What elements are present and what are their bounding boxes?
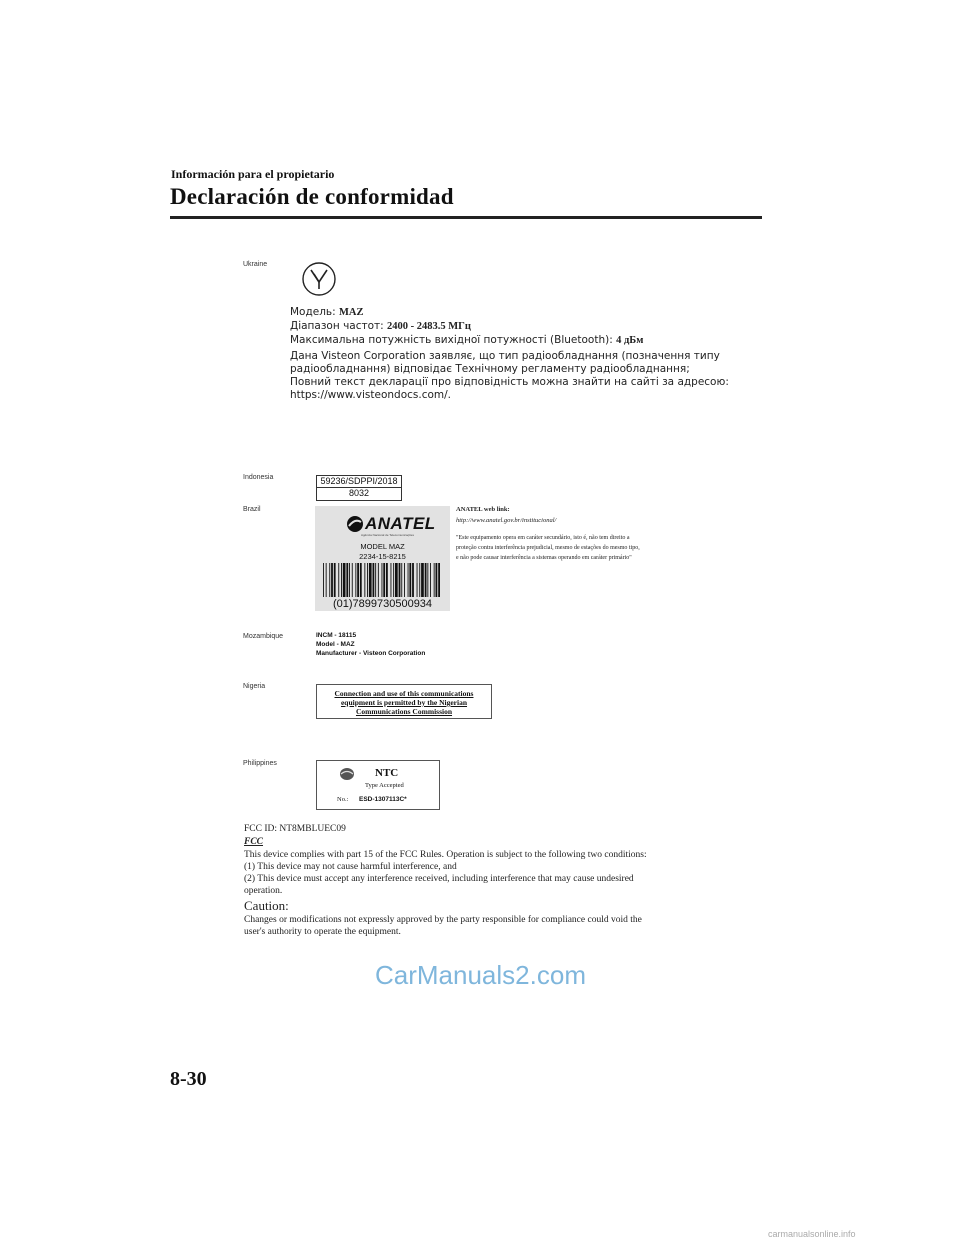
ukraine-declaration-line: радіообладнання) відповідає Технічному регламенту радіообладнання; [290,363,690,375]
ukraine-declaration-line: Повний текст декларації про відповідність можна знайти на сайті за адресою: [290,376,729,388]
watermark: CarManuals2.com [375,960,586,990]
page-number: 8-30 [170,1068,207,1090]
section-label: Información para el propietario [171,167,335,181]
fcc-label: FCC [244,837,264,847]
country-label-nigeria: Nigeria [243,683,266,690]
fcc-caution-line: user's authority to operate the equipment. [244,927,401,937]
mozambique-line: Manufacturer - Visteon Corporation [316,650,426,657]
anatel-barcode-number: (01)7899730500934 [332,598,433,610]
anatel-web-title: ANATEL web link: [456,506,510,513]
anatel-web-url[interactable]: http://www.anatel.gov.br/institucional/ [456,517,557,524]
mozambique-line: INCM - 18115 [316,632,357,639]
footer-watermark: carmanualsonline.info [768,1229,856,1239]
anatel-logo-subtext: Agência Nacional de Telecomunicações [361,533,414,537]
anatel-notice-line: e não pode causar interferência a sistemas operando em caráter primário" [456,555,632,561]
ukraine-model-prefix: Модель: [290,306,339,318]
ntc-logo-icon [339,767,355,781]
indonesia-cert-number: 59236/SDPPI/2018 [320,476,398,486]
ukraine-conformity-mark-icon [300,260,338,298]
anatel-number: 2234-15-8215 [359,552,406,561]
page-title: Declaración de conformidad [170,184,454,209]
country-label-philippines: Philippines [243,760,277,767]
ntc-no-value: ESD-1307113C* [359,796,407,803]
ukraine-model-line [290,306,363,318]
ukraine-range-value: 2400 - 2483.5 МГц [387,321,471,332]
country-label-ukraine: Ukraine [243,261,268,268]
ukraine-declaration-line: https://www.visteondocs.com/. [290,389,452,401]
fcc-line: operation. [244,886,283,896]
indonesia-cert-code: 8032 [317,487,401,499]
fcc-line: This device complies with part 15 of the FCC Rules. Operation is subject to the following two conditions: [244,850,647,860]
ukraine-power-line [290,334,643,346]
ukraine-declaration-line: Дана Visteon Corporation заявляє, що тип радіообладнання (позначення типу [290,350,720,362]
nigeria-notice-line: Communications Commission [355,707,453,716]
nigeria-notice-box [316,684,492,719]
anatel-model: MODEL MAZ [360,542,405,551]
ukraine-power-value: 4 дБм [616,335,644,346]
ntc-title: NTC [375,767,399,779]
ukraine-power-prefix: Максимальна потужність вихідної потужності (Bluetooth): [290,334,617,346]
fcc-line: (2) This device must accept any interference received, including interference that may cause undesired [244,874,634,884]
mozambique-line: Model - MAZ [316,641,355,648]
indonesia-cert-box [316,475,402,501]
ntc-label [316,760,440,810]
anatel-notice-line: "Este equipamento opera em caráter secundário, isto é, não tem direito a [456,535,630,541]
ukraine-model-value: MAZ [338,307,364,318]
fcc-id: FCC ID: NT8MBLUEC09 [244,824,346,834]
country-label-brazil: Brazil [243,506,261,513]
anatel-logo-text: ANATEL [365,514,436,533]
country-label-mozambique: Mozambique [243,633,284,640]
fcc-caution-line: Changes or modifications not expressly approved by the party responsible for compliance could void the [244,915,642,925]
fcc-caution-title: Caution: [244,898,289,913]
ntc-no-label: No.: [337,796,349,803]
nigeria-notice-line: equipment is permitted by the Nigerian [340,698,468,707]
anatel-barcode [323,563,443,597]
anatel-logo-icon [345,514,365,534]
ukraine-range-prefix: Діапазон частот: [290,320,388,332]
anatel-label [315,506,450,611]
title-divider [170,216,762,219]
country-label-indonesia: Indonesia [243,474,274,481]
anatel-notice-line: proteção contra interferência prejudicial, mesmo de estações do mesmo tipo, [456,545,640,551]
nigeria-notice-line: Connection and use of this communications [334,689,474,698]
fcc-line: (1) This device may not cause harmful interference, and [244,862,457,872]
ntc-subtitle: Type Accepted [365,782,404,789]
ukraine-range-line [290,320,471,332]
